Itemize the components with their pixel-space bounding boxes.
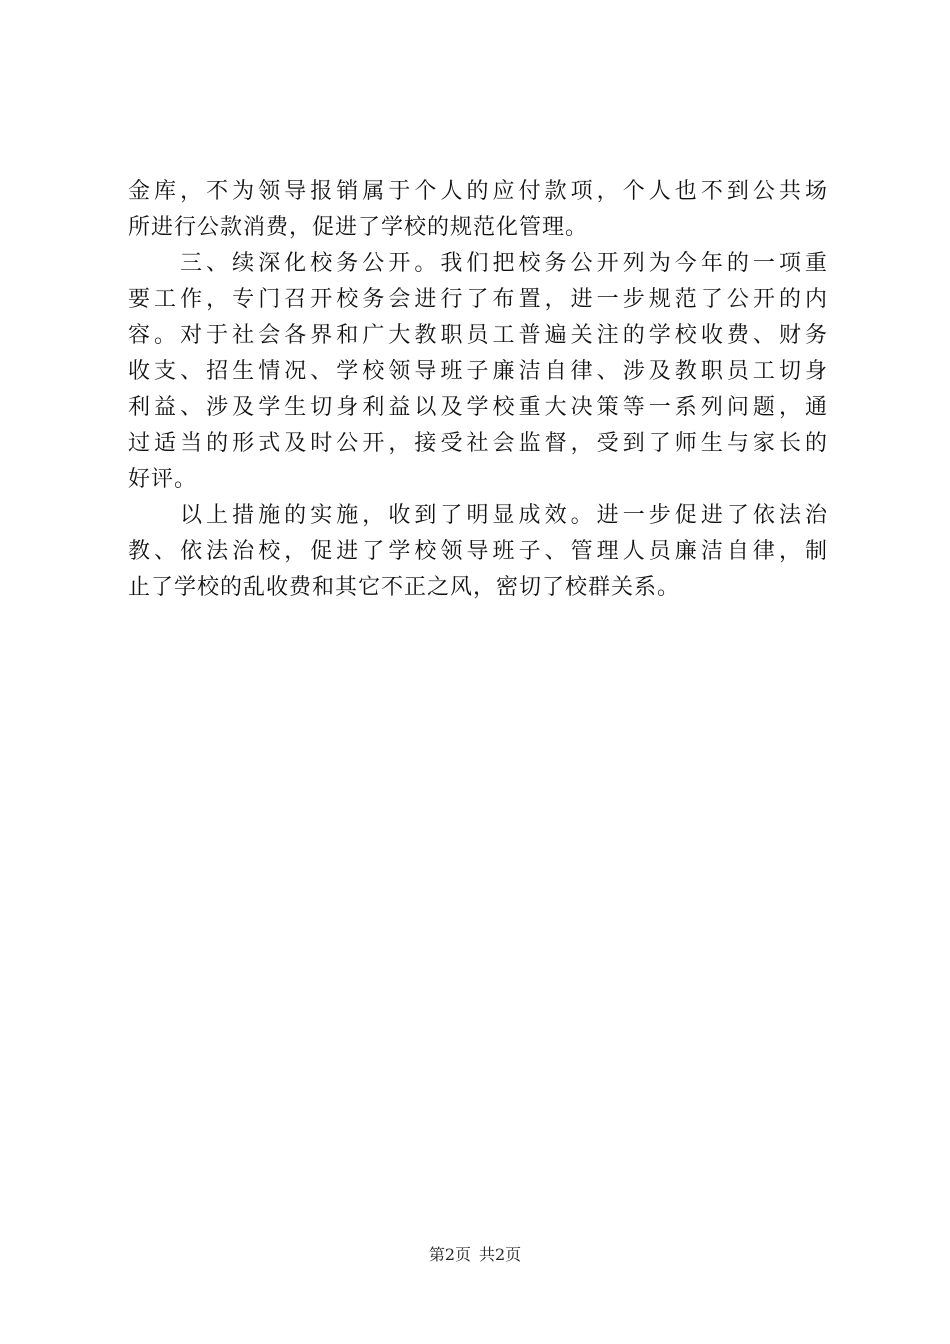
page-footer: [0, 1242, 950, 1265]
text-line: 好评。: [128, 467, 198, 492]
text-line: 所进行公款消费，促进了学校的规范化管理。: [128, 215, 589, 240]
page-number: 第2页: [428, 1245, 471, 1264]
paragraph-2: [128, 246, 828, 498]
text-line: 金库，不为领导报销属于个人的应付款项，个人也不到公共场: [128, 179, 828, 204]
paragraph-3: [128, 498, 828, 606]
text-line: 利益、涉及学生切身利益以及学校重大决策等一系列问题，通: [128, 395, 828, 420]
text-line: 以上措施的实施，收到了明显成效。进一步促进了依法治: [180, 503, 828, 528]
text-line: 止了学校的乱收费和其它不正之风，密切了校群关系。: [128, 575, 681, 600]
text-line: 容。对于社会各界和广大教职员工普遍关注的学校收费、财务: [128, 323, 828, 348]
text-line: 三、续深化校务公开。我们把校务公开列为今年的一项重: [180, 251, 828, 276]
paragraph-1: [128, 174, 828, 246]
text-line: 过适当的形式及时公开，接受社会监督，受到了师生与家长的: [128, 431, 828, 456]
document-body: [128, 174, 828, 606]
page-total: 共2页: [479, 1245, 522, 1264]
text-line: 要工作，专门召开校务会进行了布置，进一步规范了公开的内: [128, 287, 828, 312]
text-line: 教、依法治校，促进了学校领导班子、管理人员廉洁自律，制: [128, 539, 828, 564]
text-line: 收支、招生情况、学校领导班子廉洁自律、涉及教职员工切身: [128, 359, 828, 384]
